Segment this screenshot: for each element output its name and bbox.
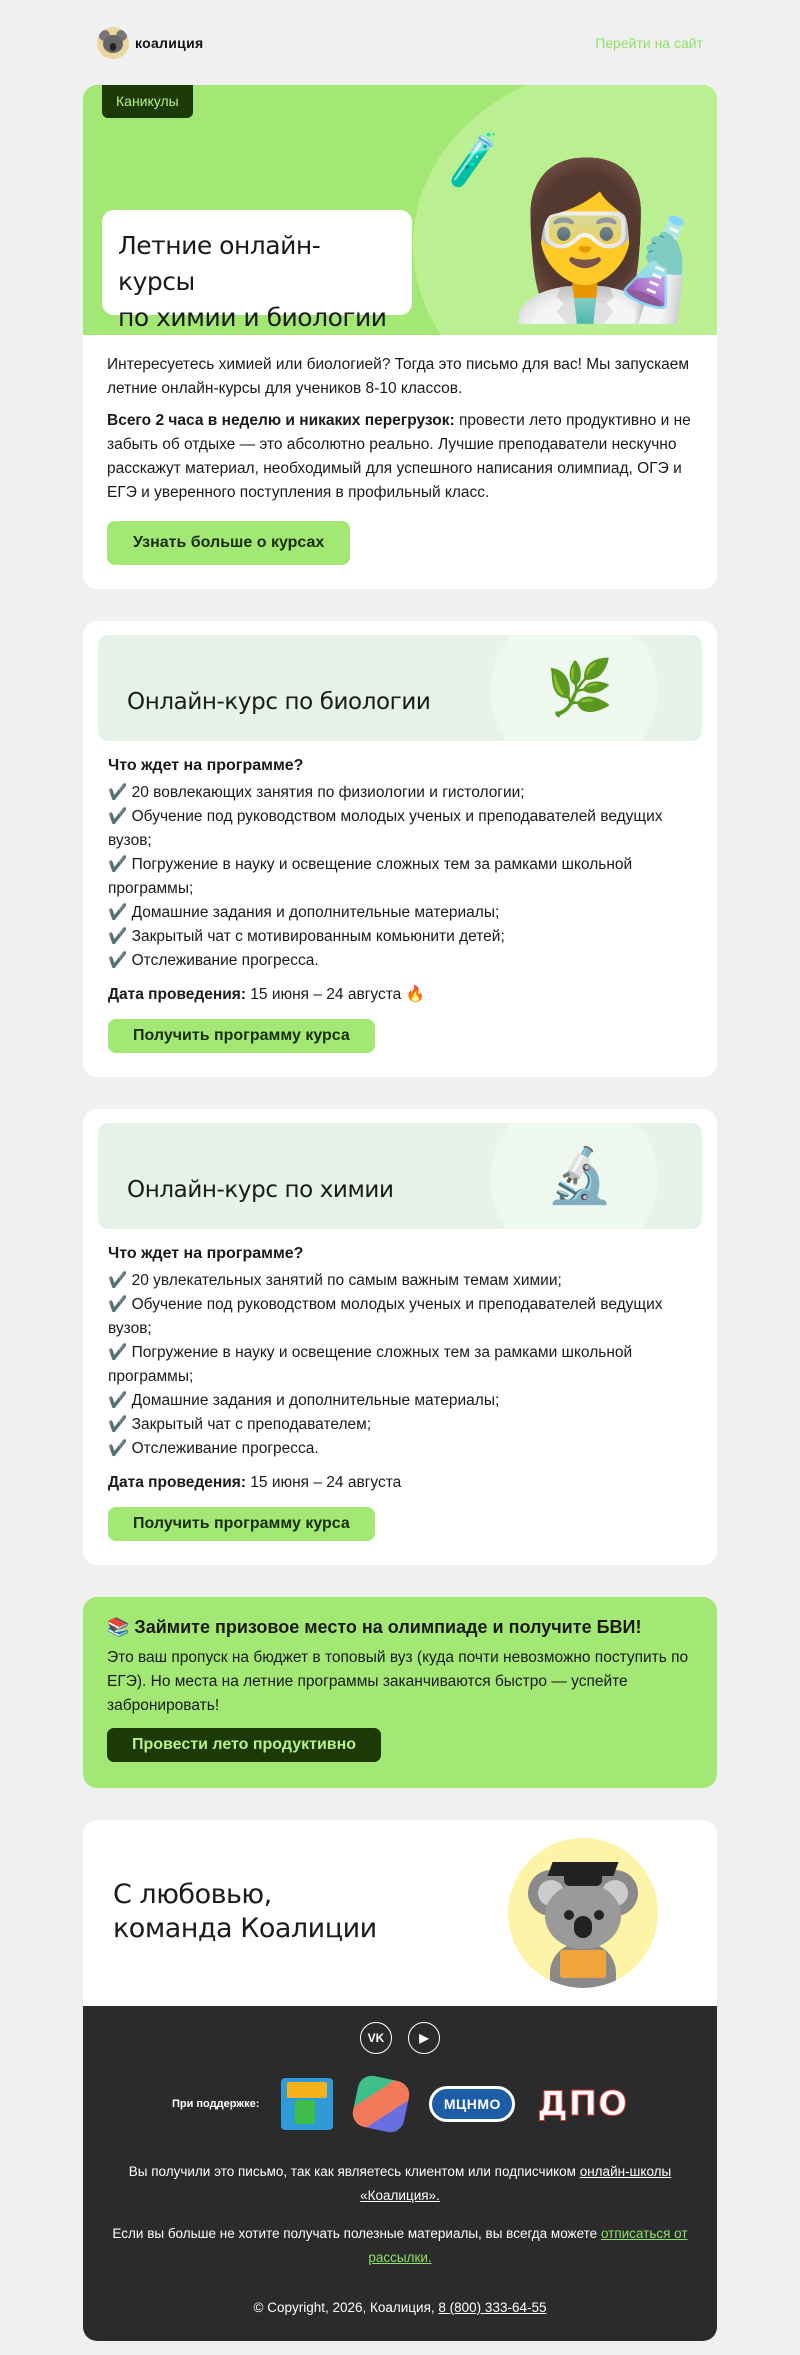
copyright: © Copyright, 2026, Коалиция, 8 (800) 333-64-55	[253, 2300, 547, 2315]
logo[interactable]	[97, 27, 203, 59]
list-item: ✔️ Закрытый чат с преподавателем;	[108, 1416, 372, 1433]
hero-banner	[83, 85, 717, 335]
footer	[83, 2006, 717, 2341]
program-title: Что ждет на программе?	[108, 757, 304, 774]
course-date	[108, 983, 692, 1007]
list-item: ✔️ Закрытый чат с мотивированным комьюнити детей;	[108, 928, 505, 945]
biology-course-card	[83, 621, 717, 1077]
list-item: ✔️ Обучение под руководством молодых ученых и преподавателей ведущих вузов;	[108, 808, 663, 849]
mcnmo-logo: МЦНМО	[429, 2086, 515, 2122]
email-container	[83, 0, 717, 2341]
scientist-icon: 👩‍🔬	[508, 156, 695, 324]
get-chemistry-program-button[interactable]: Получить программу курса	[108, 1507, 375, 1541]
list-item: ✔️ Домашние задания и дополнительные материалы;	[108, 904, 500, 921]
holidays-badge: Каникулы	[102, 85, 193, 118]
support-label: При поддержке:	[171, 2098, 260, 2110]
signoff-line2: команда Коалиции	[113, 1913, 377, 1944]
herb-icon: 🌿	[546, 658, 614, 718]
microscope-icon: 🔬	[546, 1146, 614, 1206]
chemistry-course-title: Онлайн-курс по химии	[127, 1177, 394, 1203]
unsubscribe-link[interactable]: отписаться от рассылки.	[368, 2226, 688, 2265]
list-item: ✔️ Отслеживание прогресса.	[108, 1440, 319, 1457]
chemistry-course-card	[83, 1109, 717, 1565]
course-date	[108, 1471, 692, 1495]
signoff-line1: С любовью,	[113, 1879, 272, 1910]
biology-course-title: Онлайн-курс по биологии	[127, 689, 431, 715]
learn-more-button[interactable]: Узнать больше о курсах	[107, 521, 350, 565]
koala-logo-icon	[97, 27, 129, 59]
hexagon-partner-logo-icon	[351, 2073, 413, 2135]
list-item: ✔️ 20 увлекательных занятий по самым важным темам химии;	[108, 1272, 562, 1289]
promo-text: Это ваш пропуск на бюджет в топовый вуз (куда почти невозможно поступить по ЕГЭ). Но места на летние программы заканчиваются быстро — успейте забронировать!	[107, 1649, 689, 1714]
list-item: ✔️ Погружение в науку и освещение сложных тем за рамками школьной программы;	[108, 856, 633, 897]
intro-text: Интересуетесь химией или биологией? Тогда это письмо для вас! Мы запускаем летние онлайн-курсы для учеников 8-10 классов.	[107, 356, 690, 397]
list-item: ✔️ Обучение под руководством молодых ученых и преподавателей ведущих вузов;	[108, 1296, 663, 1337]
chemistry-course-header	[98, 1123, 702, 1229]
koala-mascot-icon	[508, 1838, 658, 1988]
hero-body	[83, 335, 717, 589]
phone-link[interactable]: 8 (800) 333-64-55	[438, 2300, 547, 2315]
list-item: ✔️ Погружение в науку и освещение сложных тем за рамками школьной программы;	[108, 1344, 633, 1385]
olympiad-promo	[83, 1597, 717, 1788]
spend-summer-button[interactable]: Провести лето продуктивно	[107, 1728, 381, 1762]
cube-partner-logo-icon	[281, 2078, 333, 2130]
vk-icon[interactable]: VK	[360, 2022, 392, 2054]
list-item: ✔️ 20 вовлекающих занятия по физиологии и гистологии;	[108, 784, 525, 801]
detail-text	[107, 409, 693, 505]
school-link[interactable]: онлайн-школы «Коалиция».	[360, 2164, 672, 2203]
go-to-site-link[interactable]: Перейти на сайт	[595, 34, 703, 51]
test-tube-icon: 🧪	[440, 129, 507, 191]
list-item: ✔️ Отслеживание прогресса.	[108, 952, 319, 969]
signoff-text	[113, 1878, 377, 1946]
signoff-card	[83, 1820, 717, 2006]
social-links	[107, 2022, 693, 2054]
youtube-icon[interactable]: ▶	[408, 2022, 440, 2054]
biology-course-header	[98, 635, 702, 741]
promo-title: 📚 Займите призовое место на олимпиаде и получите БВИ!	[107, 1617, 642, 1637]
notice-text: Вы получили это письмо, так как являетесь клиентом или подписчиком онлайн-школы «Коалиция».	[128, 2164, 672, 2203]
date-label: Дата проведения:	[108, 1474, 246, 1491]
logo-text: коалиция	[135, 34, 204, 51]
date-value: 15 июня – 24 августа 🔥	[245, 986, 425, 1003]
hero-title-line1: Летние онлайн-курсы	[118, 231, 321, 296]
date-value: 15 июня – 24 августа	[245, 1474, 402, 1491]
hero-title-box	[102, 210, 412, 332]
unsubscribe-text: Если вы больше не хотите получать полезные материалы, вы всегда можете отписаться от рассылки.	[112, 2226, 688, 2265]
detail-rest: провести лето продуктивно и не забыть об отдыхе — это абсолютно реально. Лучшие преподаватели нескучно расскажут материал, необходимый для успешного написания олимпиад, ОГЭ и ЕГЭ и уверенного поступления в профильный класс.	[107, 412, 691, 501]
detail-bold: Всего 2 часа в неделю и никаких перегрузок:	[107, 412, 455, 429]
header	[83, 0, 717, 85]
program-title: Что ждет на программе?	[108, 1245, 304, 1262]
hero-card	[83, 85, 717, 589]
get-biology-program-button[interactable]: Получить программу курса	[108, 1019, 375, 1053]
list-item: ✔️ Домашние задания и дополнительные материалы;	[108, 1392, 500, 1409]
dpo-logo: ДПО	[537, 2084, 629, 2124]
hero-title-line2: по химии и биологии	[118, 303, 387, 332]
partners	[107, 2074, 693, 2134]
date-label: Дата проведения:	[108, 986, 246, 1003]
